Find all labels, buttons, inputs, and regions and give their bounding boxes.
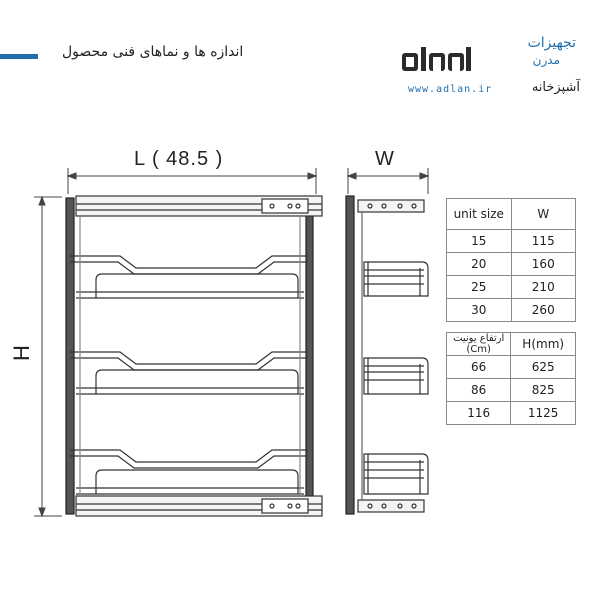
unit-height-table [446, 332, 576, 425]
cell-unit: 25 [447, 276, 512, 299]
cell-height-mm: 825 [511, 379, 576, 402]
table-row [447, 230, 576, 253]
brand-line1: تجهیزات [527, 35, 576, 51]
length-dimension-line [68, 168, 316, 194]
front-view [66, 196, 322, 516]
side-basket-3 [364, 454, 428, 494]
cell-height-mm: 1125 [511, 402, 576, 425]
table-header-row [447, 199, 576, 230]
front-shelf-2 [70, 352, 308, 394]
cell-width: 210 [511, 276, 576, 299]
height-label: H [8, 345, 34, 361]
width-label: W [375, 148, 394, 170]
brand-line2: مدرن [532, 53, 560, 67]
brand-url[interactable]: www.adlan.ir [408, 84, 493, 95]
front-shelf-1 [70, 256, 308, 298]
header-width: W [511, 199, 576, 230]
cell-width: 160 [511, 253, 576, 276]
cell-height-cm: 116 [447, 402, 511, 425]
table-row [447, 356, 576, 379]
table-header-row [447, 333, 576, 356]
header-height-mm: H(mm) [511, 333, 576, 356]
cell-unit: 30 [447, 299, 512, 322]
front-shelf-3 [70, 450, 308, 494]
table-row [447, 379, 576, 402]
cell-width: 260 [511, 299, 576, 322]
cell-height-mm: 625 [511, 356, 576, 379]
cell-height-cm: 66 [447, 356, 511, 379]
cell-width: 115 [511, 230, 576, 253]
cell-unit: 20 [447, 253, 512, 276]
unit-size-table [446, 198, 576, 322]
side-basket-2 [364, 358, 428, 394]
length-label: L ( 48.5 ) [134, 148, 224, 170]
side-view [346, 196, 428, 514]
height-dimension-line [34, 197, 62, 516]
table-row [447, 299, 576, 322]
header-height-cm: ارتفاع یونیت (Cm) [447, 333, 511, 356]
table-row [447, 253, 576, 276]
cell-unit: 15 [447, 230, 512, 253]
table-row [447, 276, 576, 299]
brand-subtitle: آشپزخانه [531, 80, 580, 95]
header-unit-size: unit size [447, 199, 512, 230]
page-title: اندازه ها و نماهای فنی محصول [62, 44, 244, 60]
side-basket-1 [364, 262, 428, 296]
width-dimension-line [348, 168, 428, 194]
cell-height-cm: 86 [447, 379, 511, 402]
table-row [447, 402, 576, 425]
